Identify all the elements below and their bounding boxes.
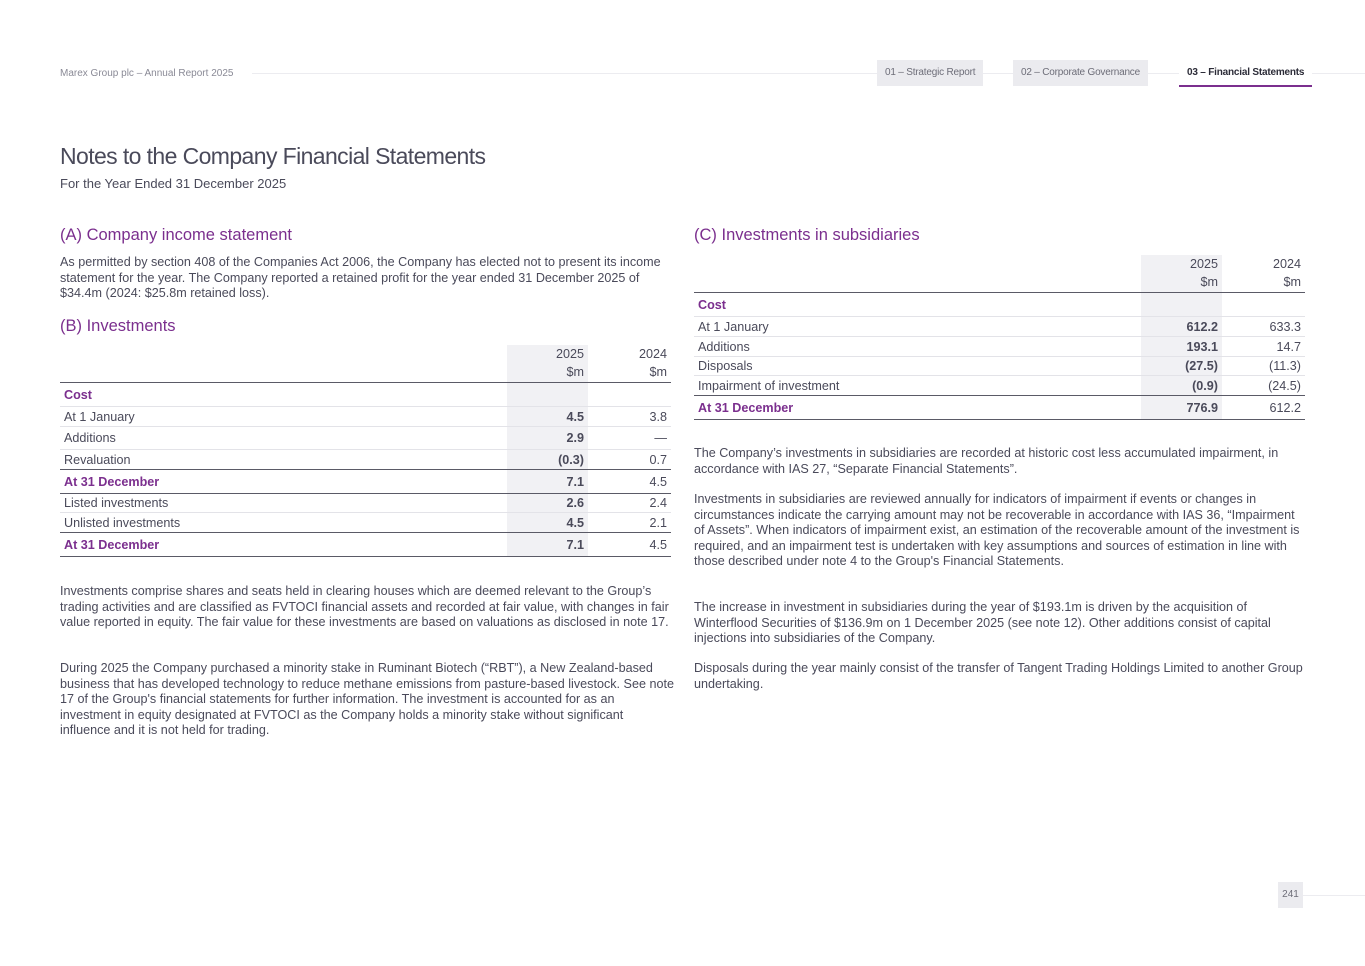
page-number: 241 bbox=[1278, 882, 1303, 908]
table-row bbox=[694, 337, 1305, 357]
value-2025: 4.5 bbox=[507, 513, 588, 533]
tab-corporate-governance[interactable]: 02 – Corporate Governance bbox=[1013, 60, 1148, 86]
total-label: At 31 December bbox=[60, 533, 507, 557]
value-2024: — bbox=[588, 427, 671, 450]
total-row bbox=[60, 533, 671, 557]
cost-label: Cost bbox=[694, 293, 1141, 317]
total-row bbox=[60, 470, 671, 494]
value-2025: (0.9) bbox=[1141, 376, 1222, 396]
value-2025: 612.2 bbox=[1141, 317, 1222, 337]
value-2024: 2.4 bbox=[588, 494, 671, 513]
row-label: Revaluation bbox=[64, 452, 131, 467]
table-row bbox=[694, 376, 1305, 396]
table-row bbox=[694, 293, 1305, 317]
total-2025: 7.1 bbox=[507, 470, 588, 494]
table-header-row bbox=[60, 345, 671, 383]
total-row bbox=[694, 396, 1305, 420]
header-label-cell bbox=[60, 345, 507, 383]
table-row bbox=[60, 383, 671, 407]
table-header-row bbox=[694, 255, 1305, 293]
section-c-para-3: The increase in investment in subsidiaries during the year of $193.1m is driven by the acquisition of Winterflood Securities of $136.9m on 1 December 2025 (see note 12). Other additions consist of capital injections into subsidiaries of the Company. bbox=[694, 600, 1271, 645]
value-2025: (27.5) bbox=[1141, 357, 1222, 376]
total-2024: 4.5 bbox=[588, 470, 671, 494]
value-2025: 193.1 bbox=[1141, 337, 1222, 357]
value-2024: (11.3) bbox=[1222, 357, 1305, 376]
section-c-para-4: Disposals during the year mainly consist of the transfer of Tangent Trading Holdings Limited to another Group undertaking. bbox=[694, 661, 1303, 691]
section-c-para-2: Investments in subsidiaries are reviewed annually for indicators of impairment if events or changes in circumstances indicate the carrying amount may not be recoverable in accordance with IAS 36, “Impairment of Assets”. When indicators of impairment exist, an estimation of the recoverable amount of the investment is required, and an impairment test is undertaken with key assumptions and sources of estimation in line with those described under note 4 to the Group's Financial Statements. bbox=[694, 492, 1300, 568]
value-2025: 2.6 bbox=[507, 494, 588, 513]
subsidiaries-table bbox=[694, 255, 1305, 420]
row-label: Impairment of investment bbox=[698, 378, 840, 393]
tab-strategic-report[interactable]: 01 – Strategic Report bbox=[877, 60, 983, 86]
table-row bbox=[60, 407, 671, 427]
value-2025: (0.3) bbox=[507, 450, 588, 470]
page-subtitle: For the Year Ended 31 December 2025 bbox=[60, 176, 287, 191]
section-c-heading: (C) Investments in subsidiaries bbox=[694, 226, 920, 244]
header-label-cell bbox=[694, 255, 1141, 293]
total-2024: 612.2 bbox=[1222, 396, 1305, 420]
total-label: At 31 December bbox=[694, 396, 1141, 420]
section-b-heading: (B) Investments bbox=[60, 317, 176, 335]
section-a-text: As permitted by section 408 of the Companies Act 2006, the Company has elected not to present its income statement for the year. The Company reported a retained profit for the year ended 31 December 2025 of $34.4m (2024: $25.8m retained loss). bbox=[60, 255, 661, 300]
value-2024: 2.1 bbox=[649, 515, 667, 530]
value-2025: 4.5 bbox=[507, 407, 588, 427]
table-row bbox=[60, 513, 671, 533]
table-row bbox=[694, 357, 1305, 376]
total-2025: 7.1 bbox=[507, 533, 588, 557]
total-2025: 776.9 bbox=[1141, 396, 1222, 420]
section-b-para-2: During 2025 the Company purchased a minority stake in Ruminant Biotech (“RBT”), a New Zealand-based business that has developed technology to reduce methane emissions from pasture-based livestock. See note 17 of the Group's financial statements for further information. The investment is accounted for as an investment in equity designated at FVTOCI as the Company holds a minority stake without significant influence and it is not held for trading. bbox=[60, 661, 674, 737]
section-a-heading: (A) Company income statement bbox=[60, 226, 293, 244]
value-2024: 3.8 bbox=[588, 407, 671, 427]
row-label: Additions bbox=[694, 337, 1141, 357]
tab-financial-statements[interactable]: 03 – Financial Statements bbox=[1179, 60, 1312, 87]
col-2024-header: 2024 $m bbox=[1222, 255, 1305, 293]
table-row bbox=[60, 427, 671, 450]
row-label: Unlisted investments bbox=[64, 515, 181, 530]
row-label: At 1 January bbox=[694, 317, 1141, 337]
value-2024: (24.5) bbox=[1268, 378, 1301, 393]
row-label: Additions bbox=[60, 427, 507, 450]
value-2025: 2.9 bbox=[507, 427, 588, 450]
value-2024: 0.7 bbox=[649, 452, 667, 467]
table-row bbox=[694, 317, 1305, 337]
page-title: Notes to the Company Financial Statements bbox=[60, 143, 486, 169]
col-2024-header: 2024 $m bbox=[588, 345, 671, 383]
investments-table bbox=[60, 345, 671, 557]
col-2025-header: 2025 $m bbox=[1141, 255, 1222, 293]
report-name: Marex Group plc – Annual Report 2025 bbox=[60, 68, 241, 79]
table-row bbox=[60, 494, 671, 513]
value-2024: 633.3 bbox=[1222, 317, 1305, 337]
row-label: Listed investments bbox=[60, 494, 507, 513]
table-row bbox=[60, 450, 671, 470]
cost-label: Cost bbox=[60, 383, 507, 407]
footer-rule bbox=[1303, 895, 1365, 896]
value-2024: 14.7 bbox=[1222, 337, 1305, 357]
total-label: At 31 December bbox=[60, 470, 507, 494]
total-2024: 4.5 bbox=[588, 533, 671, 557]
row-label: Disposals bbox=[694, 357, 1141, 376]
row-label: At 1 January bbox=[60, 407, 507, 427]
section-c-para-1: The Company’s investments in subsidiaries are recorded at historic cost less accumulated impairment, in accordance with IAS 27, “Separate Financial Statements”. bbox=[694, 446, 1279, 476]
col-2025-header: 2025 $m bbox=[507, 345, 588, 383]
section-b-para-1: Investments comprise shares and seats held in clearing houses which are deemed relevant to the Group’s trading activities and are classified as FVTOCI financial assets and recorded at fair value, with changes in fair value reported in equity. The fair value for these investments are based on valuations as disclosed in note 17. bbox=[60, 584, 669, 629]
